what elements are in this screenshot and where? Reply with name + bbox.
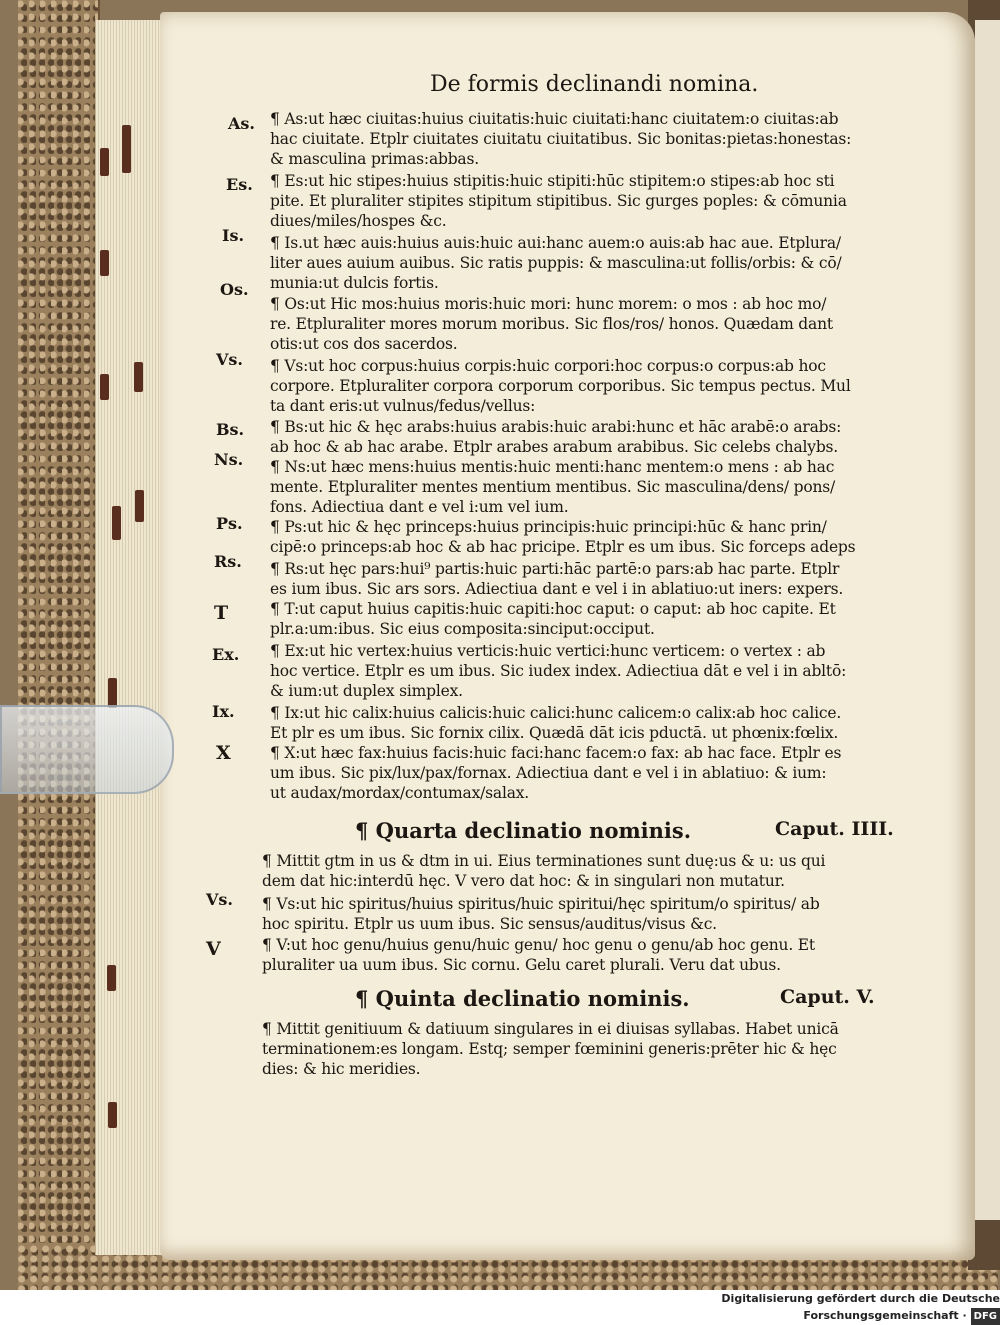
text-line: ¶ Mittit genitiuum & datiuum singulares in ei diuisas syllabas. Habet unicā xyxy=(262,1020,839,1038)
margin-label: Vs. xyxy=(216,350,243,369)
text-line: ta dant eris:ut vulnus/fedus/vellus: xyxy=(270,397,536,415)
text-line: hoc spiritu. Etplr us uum ibus. Sic sensus/auditus/visus &c. xyxy=(262,915,717,933)
margin-label: X xyxy=(216,742,231,764)
text-line: ¶ As:ut hæc ciuitas:huius ciuitatis:huic ciuitati:hanc ciuitatem:o ciuitas:ab xyxy=(270,110,839,128)
text-line: dies: & hic meridies. xyxy=(262,1060,421,1078)
text-line: ¶ Ix:ut hic calix:huius calicis:huic calici:hunc calicem:o calix:ab hoc calice. xyxy=(270,704,842,722)
margin-label: As. xyxy=(228,114,255,133)
text-line: es ium ibus. Sic ars sors. Adiectiua dant e vel i in ablatiuo:ut iners: expers. xyxy=(270,580,844,598)
text-line: dem dat hic:interdū hęc. V vero dat hoc: & in singulari non mutatur. xyxy=(262,872,785,890)
facing-page xyxy=(975,20,1000,1220)
text-line: ¶ Vs:ut hoc corpus:huius corpis:huic corpori:hoc corpus:o corpus:ab hoc xyxy=(270,357,826,375)
text-line: hoc vertice. Etplr es um ibus. Sic iudex index. Adiectiua dāt e vel i in abltō: xyxy=(270,662,847,680)
text-line: ¶ V:ut hoc genu/huius genu/huic genu/ hoc genu o genu/ab hoc genu. Et xyxy=(262,936,815,954)
chapter-number: Caput. V. xyxy=(780,986,875,1008)
margin-label: Bs. xyxy=(216,420,245,439)
text-line: pluraliter ua uum ibus. Sic cornu. Gelu caret plurali. Veru dat ubus. xyxy=(262,956,781,974)
text-line: ¶ Ps:ut hic & hęc princeps:huius principis:huic principi:hūc & hanc prin/ xyxy=(270,518,827,536)
text-line: & ium:ut duplex simplex. xyxy=(270,682,463,700)
text-line: ¶ Vs:ut hic spiritus/huius spiritus/huic spiritui/hęc spiritum/o spiritus/ ab xyxy=(262,895,820,913)
chapter-title: ¶ Quarta declinatio nominis. xyxy=(355,818,692,843)
glass-clip xyxy=(0,705,174,794)
page-edges xyxy=(95,20,168,1255)
cover-left xyxy=(18,0,100,1265)
page-header: De formis declinandi nomina. xyxy=(430,72,759,97)
margin-label: Vs. xyxy=(206,890,233,909)
margin-label: Os. xyxy=(220,280,249,299)
index-tab xyxy=(135,490,144,522)
text-line: ¶ Os:ut Hic mos:huius moris:huic mori: hunc morem: o mos : ab hoc mo/ xyxy=(270,295,827,313)
text-line: terminationem:es longam. Estq; semper fœminini generis:prēter hic & hęc xyxy=(262,1040,837,1058)
dfg-logo: DFG xyxy=(971,1308,1000,1325)
text-line: Et plr es um ibus. Sic fornix cilix. Quædā dāt icis pductā. ut phœnix:fœlix. xyxy=(270,724,839,742)
text-line: ¶ Ns:ut hæc mens:huius mentis:huic menti:hanc mentem:o mens : ab hac xyxy=(270,458,835,476)
margin-label: Ns. xyxy=(214,450,244,469)
text-line: re. Etpluraliter mores morum moribus. Sic flos/ros/ honos. Quædam dant xyxy=(270,315,833,333)
text-line: ¶ Rs:ut hęc pars:hui⁹ partis:huic parti:hāc partē:o pars:ab hac parte. Etplr xyxy=(270,560,840,578)
text-line: ut audax/mordax/contumax/salax. xyxy=(270,784,530,802)
text-line: um ibus. Sic pix/lux/pax/fornax. Adiectiua dant e vel i in ablatiuo: & ium: xyxy=(270,764,827,782)
index-tab xyxy=(112,506,121,540)
margin-label: T xyxy=(214,602,229,624)
index-tab xyxy=(108,678,117,708)
margin-label: Rs. xyxy=(214,552,242,571)
index-tab xyxy=(100,250,109,276)
footer-credit xyxy=(600,1290,1000,1322)
text-line: liter aues auium auibus. Sic ratis puppis: & masculina:ut follis/orbis: & cō/ xyxy=(270,254,842,272)
margin-label: Es. xyxy=(226,175,253,194)
text-line: otis:ut cos dos sacerdos. xyxy=(270,335,458,353)
margin-label: Ex. xyxy=(212,645,240,664)
margin-label: Ix. xyxy=(212,702,235,721)
text-line: munia:ut dulcis fortis. xyxy=(270,274,439,292)
text-line: ab hoc & ab hac arabe. Etplr arabes arabum arabibus. Sic celebs chalybs. xyxy=(270,438,839,456)
index-tab xyxy=(107,965,116,991)
index-tab xyxy=(122,125,131,173)
text-line: ¶ Bs:ut hic & hęc arabs:huius arabis:huic arabi:hunc et hāc arabē:o arabs: xyxy=(270,418,842,436)
text-line: ¶ X:ut hæc fax:huius facis:huic faci:hanc facem:o fax: ab hac face. Etplr es xyxy=(270,744,842,762)
text-line: plr.a:um:ibus. Sic eius composita:sinciput:occiput. xyxy=(270,620,655,638)
text-line: diues/miles/hospes &c. xyxy=(270,212,447,230)
chapter-number: Caput. IIII. xyxy=(775,818,894,840)
text-line: corpore. Etpluraliter corpora corporum corporibus. Sic tempus pectus. Mul xyxy=(270,377,851,395)
index-tab xyxy=(134,362,143,392)
text-line: ¶ Mittit gtm in us & dtm in ui. Eius terminationes sunt duę:us & u: us qui xyxy=(262,852,826,870)
text-line: fons. Adiectiua dant e vel i:um vel ium. xyxy=(270,498,569,516)
text-line: ¶ Es:ut hic stipes:huius stipitis:huic stipiti:hūc stipitem:o stipes:ab hoc sti xyxy=(270,172,835,190)
text-line: cipē:o princeps:ab hoc & ab hac pricipe. Etplr es um ibus. Sic forceps adeps xyxy=(270,538,856,556)
text-line: hac ciuitate. Etplr ciuitates ciuitatu ciuitatibus. Sic bonitas:pietas:honestas: xyxy=(270,130,852,148)
text-line: & masculina primas:abbas. xyxy=(270,150,479,168)
text-line: ¶ T:ut caput huius capitis:huic capiti:hoc caput: o caput: ab hoc capite. Et xyxy=(270,600,836,618)
text-line: mente. Etpluraliter mentes mentium mentibus. Sic masculina/dens/ pons/ xyxy=(270,478,836,496)
margin-label: Ps. xyxy=(216,514,243,533)
index-tab xyxy=(100,374,109,400)
text-line: ¶ Ex:ut hic vertex:huius verticis:huic vertici:hunc verticem: o vertex : ab xyxy=(270,642,826,660)
index-tab xyxy=(100,148,109,176)
footer-text: Digitalisierung gefördert durch die Deutsche Forschungsgemeinschaft · xyxy=(721,1292,1000,1322)
text-line: pite. Et pluraliter stipites stipitum stipitibus. Sic gurges poples: & cōmunia xyxy=(270,192,847,210)
chapter-title: ¶ Quinta declinatio nominis. xyxy=(355,986,690,1011)
index-tab xyxy=(108,1102,117,1128)
margin-label: Is. xyxy=(222,226,245,245)
text-line: ¶ Is.ut hæc auis:huius auis:huic aui:hanc auem:o auis:ab hac aue. Etplura/ xyxy=(270,234,841,252)
margin-label: V xyxy=(206,938,221,960)
